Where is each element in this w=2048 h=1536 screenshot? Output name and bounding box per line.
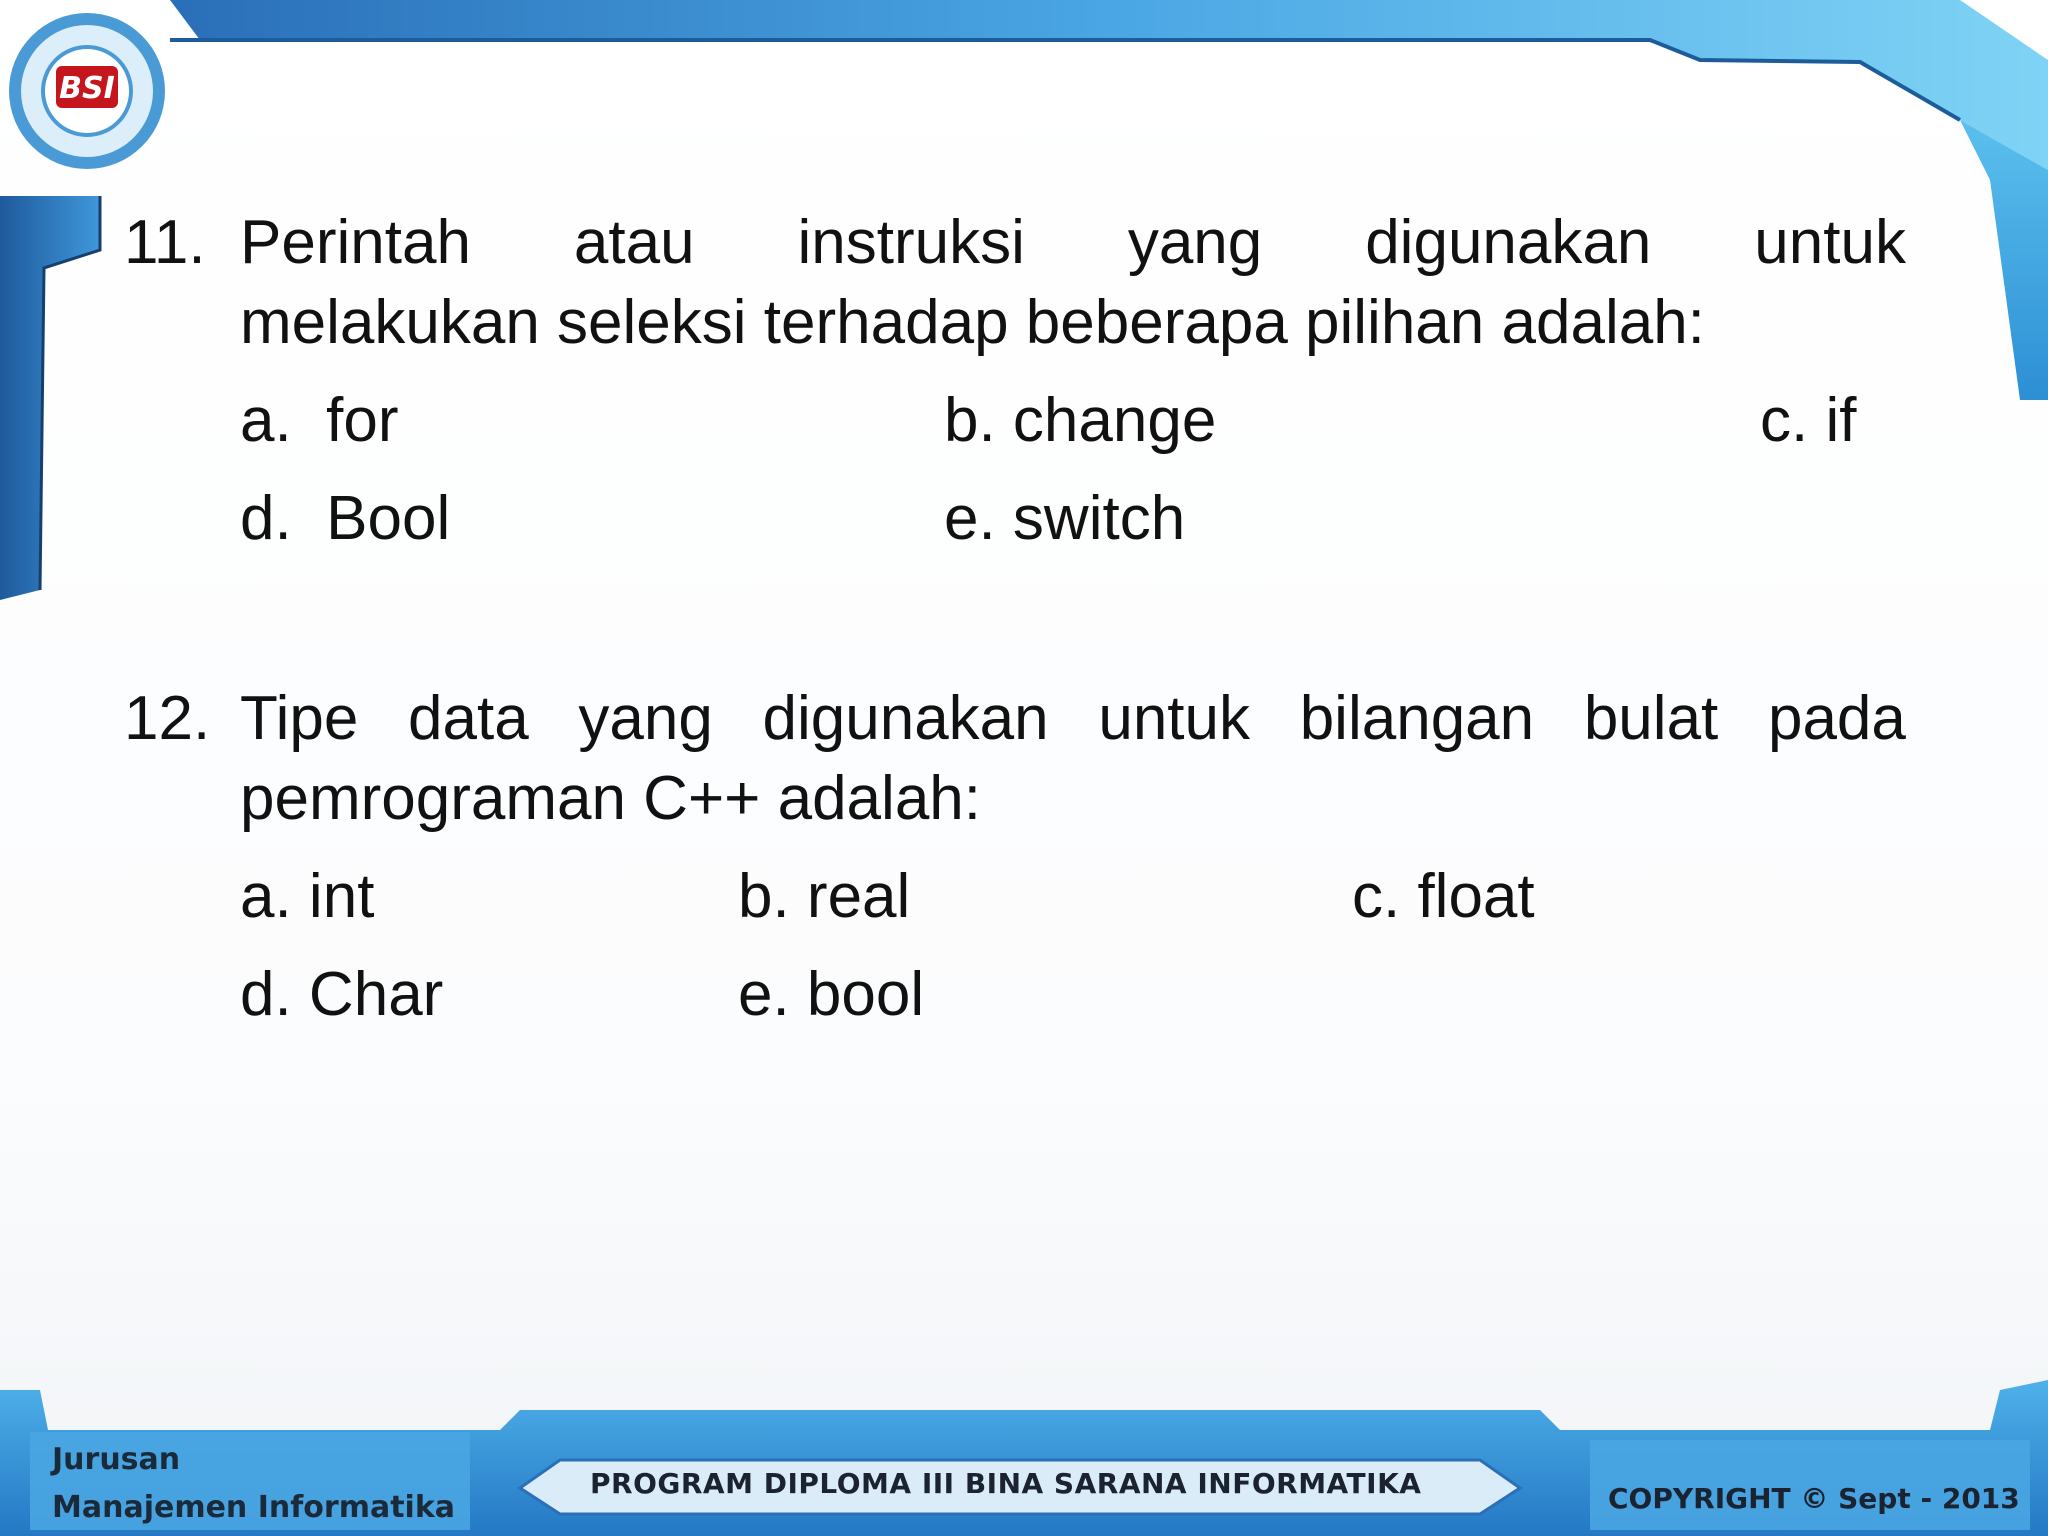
- question-11-word: Perintah: [240, 208, 471, 277]
- question-12-line-2: pemrograman C++ adalah:: [240, 764, 982, 833]
- question-12-option-a: a. int: [240, 862, 375, 931]
- question-11-word: digunakan: [1365, 208, 1652, 277]
- question-11-number: 11.: [124, 208, 206, 277]
- question-12-word: digunakan: [762, 684, 1049, 753]
- question-11-word: atau: [573, 208, 695, 277]
- question-12-number: 12.: [124, 684, 211, 753]
- question-12-word: yang: [578, 684, 713, 753]
- question-12-option-c: c. float: [1352, 862, 1535, 931]
- question-11-word: untuk: [1754, 208, 1906, 277]
- question-11-line-2: melakukan seleksi terhadap beberapa pilihan adalah:: [240, 288, 1705, 357]
- question-11-option-a: a. for: [240, 386, 399, 455]
- question-11-option-d: d. Bool: [240, 484, 451, 553]
- question-12-word: bilangan: [1299, 684, 1535, 753]
- svg-text:BSI: BSI: [59, 71, 115, 106]
- question-12-word: pada: [1767, 684, 1906, 753]
- question-12-word: bulat: [1583, 684, 1719, 753]
- question-12-line-1: [240, 680, 1906, 758]
- footer-department-line-1: Jurusan: [52, 1442, 181, 1477]
- question-11-option-e: e. switch: [944, 484, 1186, 553]
- question-12-option-e: e. bool: [738, 960, 925, 1029]
- footer-department-line-2: Manajemen Informatika: [52, 1490, 456, 1525]
- question-11-option-b: b. change: [944, 386, 1217, 455]
- question-11-option-c: c. if: [1760, 386, 1857, 455]
- question-11-word: instruksi: [797, 208, 1025, 277]
- question-11-line-1: [240, 204, 1906, 282]
- question-12-word: data: [408, 684, 529, 753]
- question-11-word: yang: [1127, 208, 1263, 277]
- question-12-option-b: b. real: [738, 862, 911, 931]
- question-12-word: untuk: [1098, 684, 1251, 753]
- question-12-option-d: d. Char: [240, 960, 444, 1029]
- footer-copyright: COPYRIGHT © Sept - 2013: [1608, 1482, 2020, 1515]
- question-12-word: Tipe: [240, 684, 359, 753]
- footer-program-title: PROGRAM DIPLOMA III BINA SARANA INFORMATIKA: [590, 1467, 1422, 1500]
